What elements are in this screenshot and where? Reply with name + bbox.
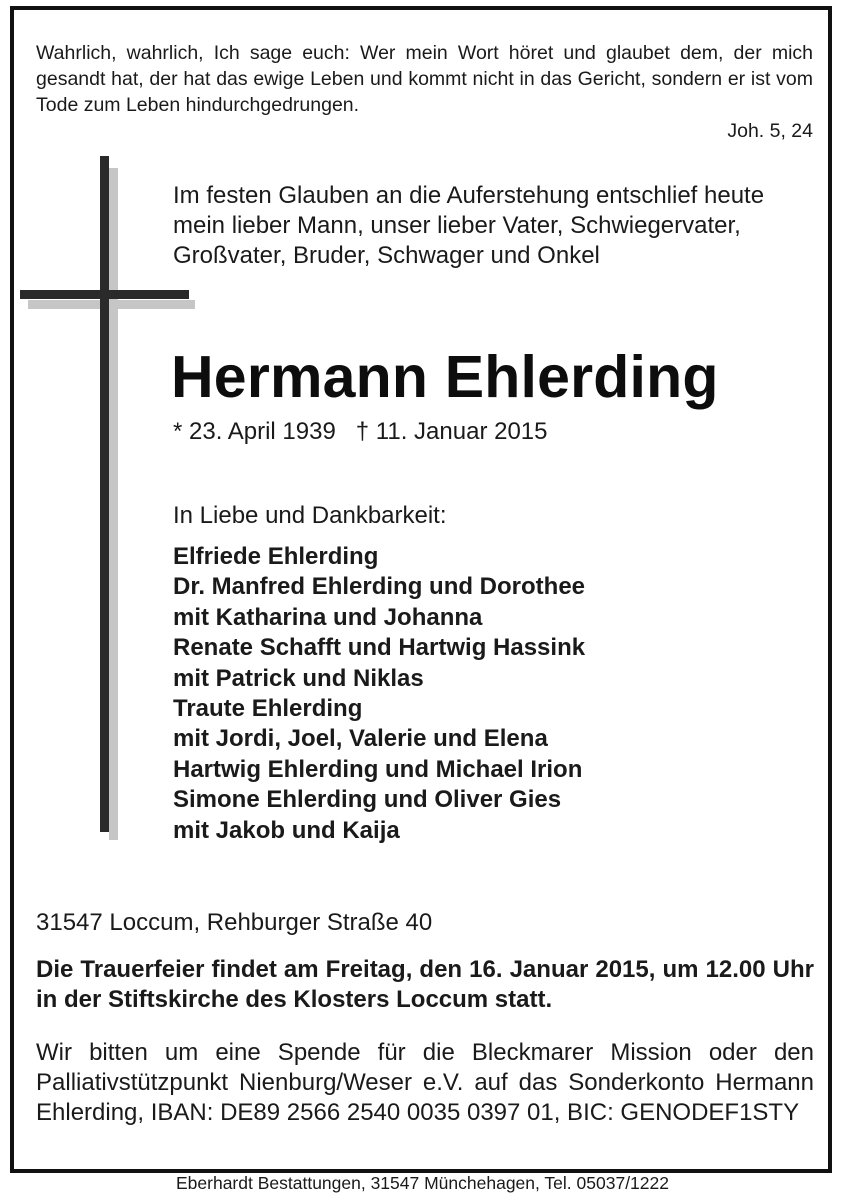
cross-beam-vertical — [100, 156, 109, 832]
mourner-name: Hartwig Ehlerding und Michael Irion — [173, 755, 583, 783]
mourner-name: Traute Ehlerding — [173, 695, 363, 723]
funeral-home-footer: Eberhardt Bestattungen, 31547 Münchehagen, Tel. 05037/1222 — [176, 1173, 669, 1193]
mourner-name: Dr. Manfred Ehlerding und Dorothee — [173, 573, 586, 601]
mourner-name: Renate Schafft und Hartwig Hassink — [173, 634, 586, 662]
mourner-name: Simone Ehlerding und Oliver Gies — [173, 786, 562, 814]
mourners-list — [173, 542, 585, 846]
deceased-name: Hermann Ehlerding — [171, 344, 719, 410]
mourner-name: mit Jakob und Kaija — [173, 816, 400, 844]
mourners-heading: In Liebe und Dankbarkeit: — [173, 502, 447, 529]
cross-beam-horizontal — [20, 290, 189, 299]
mourner-name: Elfriede Ehlerding — [173, 543, 379, 570]
life-dates: * 23. April 1939 † 11. Januar 2015 — [173, 418, 548, 445]
funeral-service-info: Die Trauerfeier findet am Freitag, den 16. Januar 2015, um 12.00 Uhr in der Stiftskirche des Klosters Loccum statt. — [36, 956, 814, 1013]
mourner-name: mit Katharina und Johanna — [173, 603, 483, 631]
bible-verse: Wahrlich, wahrlich, Ich sage euch: Wer mein Wort höret und glaubet dem, der mich gesandt hat, der hat das ewige Leben und kommt nicht in das Gericht, sondern er ist vom Tode zum Leben hindurchgedrungen. — [36, 42, 813, 116]
donation-request: Wir bitten um eine Spende für die Bleckmarer Mission oder den Palliativstützpunkt Nienburg/Weser e.V. auf das Sonderkonto Hermann Ehlerding, IBAN: DE89 2566 2540 0035 0397 01, BIC: GENODEF1STY — [36, 1039, 814, 1126]
mourner-name: mit Patrick und Niklas — [173, 664, 424, 692]
cross-shadow-vertical — [109, 168, 118, 840]
mourner-name: mit Jordi, Joel, Valerie und Elena — [173, 725, 548, 753]
verse-reference: Joh. 5, 24 — [727, 120, 813, 142]
cross-shadow-horizontal — [28, 300, 195, 309]
family-address: 31547 Loccum, Rehburger Straße 40 — [36, 909, 433, 936]
death-announcement-intro: Im festen Glauben an die Auferstehung entschlief heute mein lieber Mann, unser lieber Vater, Schwiegervater, Großvater, Bruder, Schwager und Onkel — [173, 182, 765, 269]
